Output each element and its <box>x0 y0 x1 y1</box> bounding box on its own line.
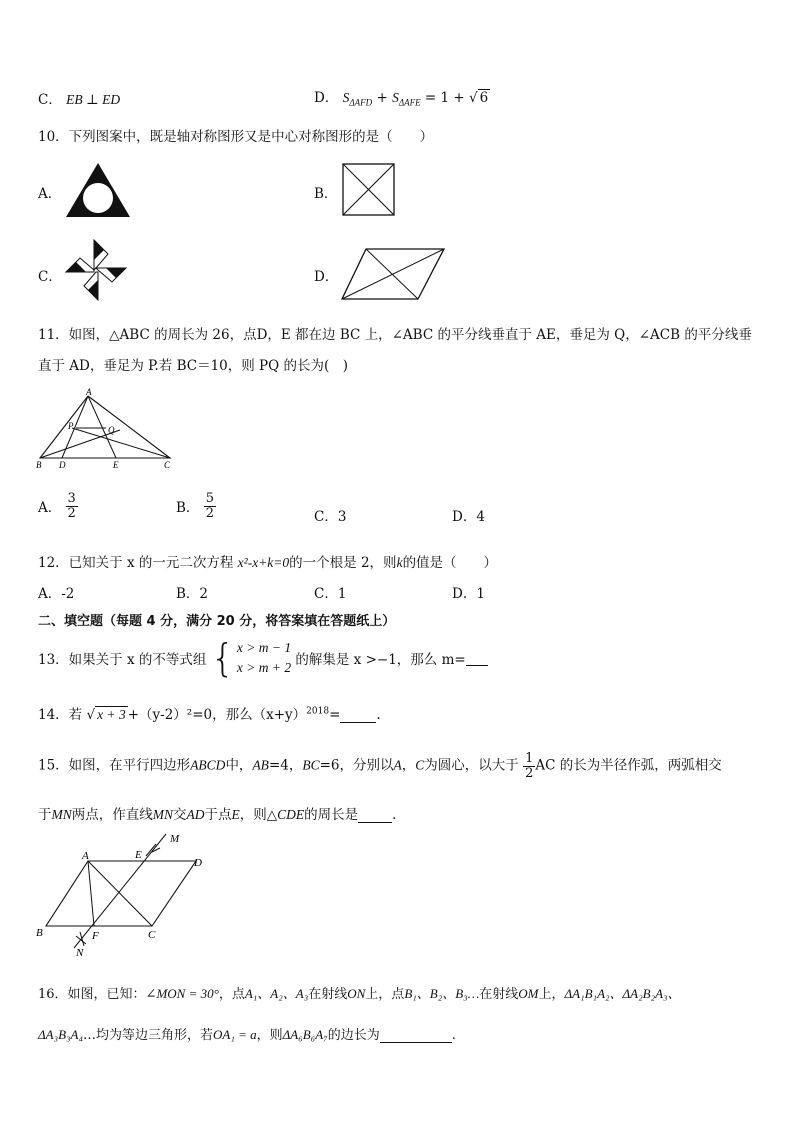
stem-text: 的周长是 <box>304 807 359 823</box>
stem-text: =4， <box>268 757 303 774</box>
stem-text: 上， <box>538 987 565 1002</box>
fig-label-e: E <box>135 849 142 861</box>
answer-blank[interactable] <box>340 708 376 723</box>
fig-label-c: C <box>148 929 156 941</box>
fig-label-b: B <box>36 460 42 470</box>
inequality-system <box>211 638 291 678</box>
q11-stem-line1: 11．如图，△ABC 的周长为 26，点D，E 都在边 BC 上，∠ABC 的平分线垂直于 AE，垂足为 Q，∠ACB 的平分线垂 <box>38 327 752 343</box>
angle-expr: ∠MON = 30° <box>145 986 219 1001</box>
var: ABCD <box>190 757 226 773</box>
var: C <box>415 757 425 773</box>
numerator: 3 <box>67 491 76 506</box>
q12-option-c: C．1 <box>314 586 347 602</box>
exponent: 2018 <box>306 706 330 717</box>
triangle: ΔA₆B₆A₇ <box>282 1027 328 1042</box>
fig-label-c: C <box>164 460 171 470</box>
q11-option-d: D．4 <box>452 509 485 525</box>
fraction <box>523 752 535 780</box>
q12-stem <box>38 551 497 571</box>
var: MN <box>51 807 72 822</box>
stem-text: 12．已知关于 x 的一元二次方程 <box>38 555 234 571</box>
answer-blank[interactable] <box>466 651 488 666</box>
fig-label-e: E <box>113 460 119 470</box>
q10-stem: 10．下列图案中，既是轴对称图形又是中心对称图形的是（ ） <box>38 129 434 145</box>
stem-text: 交 <box>173 807 187 823</box>
fig-label-f: F <box>92 930 99 942</box>
fig-label-d: D <box>59 460 66 470</box>
q11-figure <box>34 386 180 472</box>
fig-label-p: P <box>68 421 74 431</box>
stem-text: +（y-2）²=0，那么（x+y） <box>127 707 307 723</box>
q11-option-b <box>176 492 216 520</box>
fig-label-d: D <box>194 857 202 869</box>
q15-figure <box>34 828 214 960</box>
rhs: = 1 + <box>424 90 465 106</box>
q12-option-a: A．-2 <box>38 586 75 602</box>
q12-option-d: D．1 <box>452 586 485 602</box>
inequality-1: x > m − 1 <box>236 640 292 655</box>
stem-text: 的值是（ ） <box>402 555 498 571</box>
stem-text: ， <box>401 757 416 774</box>
q12-option-b: B．2 <box>176 586 209 602</box>
var: MN <box>152 807 173 822</box>
fig-label-m: M <box>170 833 180 845</box>
plus-sign: + <box>376 90 388 106</box>
period: . <box>451 1028 456 1043</box>
fig-label-n: N <box>76 947 84 959</box>
ray-on: ON <box>347 986 366 1001</box>
q16-stem-line1 <box>38 983 681 1002</box>
subscript: ΔAFD <box>349 97 373 108</box>
fig-label-a: A <box>86 387 92 397</box>
stem-text: 在射线 <box>308 987 348 1002</box>
stem-text: …均为等边三角形，若 <box>83 1028 214 1043</box>
var: AD <box>186 807 205 822</box>
q11-option-c: C．3 <box>314 509 347 525</box>
stem-text: 的解集是 x >−1，那么 m= <box>295 652 466 668</box>
stem-text: 13．如果关于 x 的不等式组 <box>38 652 207 668</box>
stem-text: ，则△ <box>239 807 278 823</box>
stem-text: 上，点 <box>365 987 405 1002</box>
var: CDE <box>277 807 305 822</box>
stem-text: ，点 <box>218 987 245 1002</box>
q10-option-b-label: B． <box>314 186 338 202</box>
q14-stem <box>38 703 381 723</box>
option-label: B． <box>176 500 200 517</box>
stem-text: 在射线 <box>479 987 519 1002</box>
option-label: C． <box>38 92 62 108</box>
q9-option-d <box>314 86 490 108</box>
option-expression: S <box>392 90 399 105</box>
stem-text: 16．如图，已知： <box>38 987 146 1002</box>
stem-text: 的一个根是 2，则 <box>289 555 397 571</box>
stem-text: =6，分别以 <box>319 757 394 774</box>
fig-label-q: Q <box>108 425 115 435</box>
variable-k: k <box>396 555 403 570</box>
period: . <box>392 807 397 823</box>
period: . <box>376 707 381 723</box>
numerator: 5 <box>205 491 214 506</box>
q11-option-a <box>38 492 78 520</box>
stem-text: 两点，作直线 <box>71 807 153 823</box>
section-heading: 二、填空题（每题 4 分，满分 20 分，将答案填在答题纸上） <box>38 614 396 629</box>
q10-option-d-figure <box>340 246 446 302</box>
triangle-list: ΔA₁B₁A₂、ΔA₂B₂A₃、 <box>564 986 681 1001</box>
oa1-expr: OA₁ = a <box>213 1027 257 1042</box>
q15-stem-line1 <box>38 752 722 780</box>
stem-text: 14．若 <box>38 707 83 723</box>
var: A <box>393 757 402 773</box>
sqrt-expression: √ x + 3 <box>86 707 126 723</box>
stem-text: 中， <box>225 757 253 774</box>
option-label: A． <box>38 500 62 517</box>
q16-stem-line2 <box>38 1024 456 1043</box>
equation: x²-x+k=0 <box>237 555 290 570</box>
radicand: x + 3 <box>97 707 126 722</box>
answer-blank[interactable] <box>358 808 392 823</box>
q10-option-c-label: C． <box>38 269 62 285</box>
q9-option-c <box>38 88 120 108</box>
fig-label-b: B <box>36 927 43 939</box>
denominator: 2 <box>205 505 214 521</box>
stem-text: AC 的长为半径作弧，两弧相交 <box>535 757 722 774</box>
points-a: A₁、A₂、A₃ <box>244 986 309 1001</box>
option-expression: S <box>342 90 350 105</box>
denominator: 2 <box>525 765 534 781</box>
stem-text: 为圆心，以大于 <box>424 757 519 774</box>
stem-text: = <box>329 707 341 723</box>
answer-blank[interactable] <box>380 1028 452 1043</box>
q10-option-c-figure <box>64 238 128 302</box>
stem-text: 15．如图，在平行四边形 <box>38 757 191 774</box>
fraction <box>66 492 78 520</box>
q10-option-a-label: A． <box>38 186 62 202</box>
ray-om: OM <box>518 986 539 1001</box>
denominator: 2 <box>67 505 76 521</box>
radicand: 6 <box>479 90 489 106</box>
fraction <box>204 492 216 520</box>
subscript: ΔAFE <box>398 97 421 108</box>
var: BC <box>302 757 320 773</box>
option-label: D． <box>314 90 339 106</box>
triangle: ΔA₃B₃A₄ <box>38 1027 84 1042</box>
q10-option-a-figure <box>64 160 132 220</box>
points-b: B₁、B₂、B₃… <box>404 986 480 1001</box>
var: AB <box>252 757 269 773</box>
stem-text: 于点 <box>204 807 232 823</box>
q10-option-d-label: D． <box>314 269 339 285</box>
inequality-2: x > m + 2 <box>236 660 292 675</box>
stem-text: 的边长为 <box>327 1028 380 1043</box>
option-expression: EB ⊥ ED <box>66 92 121 107</box>
stem-text: ，则 <box>256 1028 283 1043</box>
brace: { <box>210 636 235 680</box>
q10-option-b-figure <box>342 163 396 217</box>
stem-text: 于 <box>38 807 52 823</box>
fig-label-a: A <box>82 850 89 862</box>
q11-stem-line2: 直于 AD，垂足为 P.若 BC＝10，则 PQ 的长为( ) <box>38 358 349 374</box>
var: E <box>231 807 240 822</box>
q15-stem-line2 <box>38 803 396 823</box>
numerator: 1 <box>525 751 534 766</box>
q13-stem <box>38 638 488 678</box>
sqrt-expression: √ 6 <box>468 90 489 106</box>
